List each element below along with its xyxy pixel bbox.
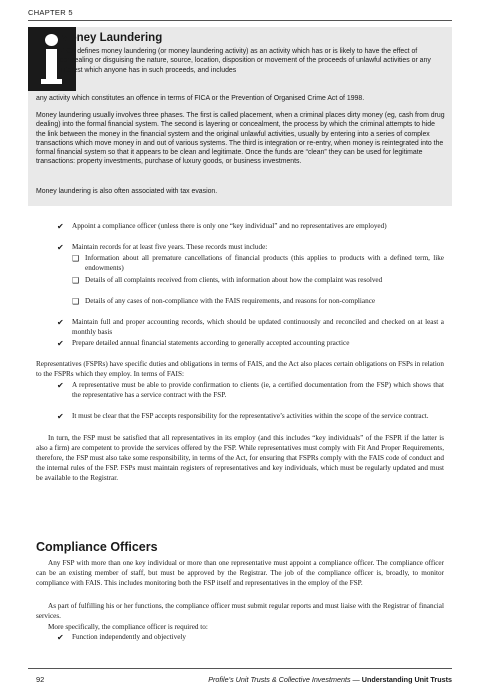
checkbox-square-icon: ❑	[72, 297, 80, 306]
sub-list-item: Information about all premature cancellations of financial products (this applies to products with a defined term, like endowments)	[85, 254, 444, 272]
footer-book-title: Profile’s Unit Trusts & Collective Investments — Understanding Unit Trusts	[208, 675, 452, 684]
section-heading: Compliance Officers	[36, 540, 158, 554]
info-box-definition: FICA defines money laundering (or money laundering activity) as an activity which has or is likely to have the effect of concealing or disguising the nature, source, location, disposition or movement of the proceeds of unlawful activities or any interest which anyone has in such proceeds, and includes	[60, 48, 431, 74]
checkbox-square-icon: ❑	[72, 276, 80, 285]
check-icon: ✔	[57, 243, 64, 252]
list-item: Maintain full and proper accounting records, which should be updated continuously and reconciled and checked on at least a monthly basis	[72, 318, 444, 336]
header-divider	[28, 20, 452, 21]
representatives-paragraph: Representatives (FSPRs) have specific duties and obligations in terms of FAIS, and the Act also places certain obligations on FSPs in relation to the FSPRs which they employ. In terms of FAIS:	[36, 360, 444, 378]
sub-list-item: Details of all complaints received from clients, with information about how the complaint was resolved	[85, 276, 383, 284]
checkbox-square-icon: ❑	[72, 254, 80, 263]
list-item: Maintain records for at least five years. These records must include:	[72, 243, 268, 251]
compliance-paragraph-3: More specifically, the compliance officer is required to:	[48, 623, 208, 631]
list-item: It must be clear that the FSP accepts responsibility for the representative’s activities within the scope of the service contract.	[72, 412, 429, 420]
check-icon: ✔	[57, 222, 64, 231]
sub-list-item: Details of any cases of non-compliance with the FAIS requirements, and reasons for non-compliance	[85, 297, 376, 305]
info-box-phases: Money laundering usually involves three phases. The first is called placement, when a criminal places dirty money (eg, cash from drug dealing) into the formal financial system. The second is layering or concealment, the process by which the criminal attempts to hide the link between the money in the financial system and the original unlawful activities, usually by entering into a series of complex transactions which move money in and out of various systems. The third is integration or re-entry, when money is reintegrated into the formal financial system so that it appears to be clean and legitimate. Once the funds are “clean” they can be used for legitimate transactions: property investments, purchase of luxury goods, or business investments.	[36, 112, 445, 166]
compliance-paragraph-1: Any FSP with more than one key individual or more than one representative must appoint a compliance officer. The compliance officer can be an existing member of staff, but must be approved by the Registrar. The job of the compliance officer is, broadly, to monitor compliance with FAIS. This includes monitoring both the FSP itself and representatives in the employ of the FSP.	[36, 559, 444, 587]
compliance-paragraph-2: As part of fulfilling his or her functions, the compliance officer must submit regular reports and must liaise with the Registrar of financial services.	[36, 602, 444, 620]
check-icon: ✔	[57, 339, 64, 348]
fsp-responsibility-paragraph: In turn, the FSP must be satisfied that all representatives in its employ (and this includes “key individuals” of the FSPR if the latter is also a firm) are competent to provide the services offered by the FSP. While representatives must comply with Fit And Proper Requirements, therefore, the FSP must also take some responsibility, in terms of the Act, for ensuring that FSPRs comply with the FAIS code of conduct and the internal rules of the FSP. FSPs must maintain registers of representatives and key individuals, which must be regularly updated and must be available to the Registrar.	[36, 434, 444, 482]
info-box-tax-evasion: Money laundering is also often associated with tax evasion.	[36, 188, 218, 195]
check-icon: ✔	[57, 381, 64, 390]
check-icon: ✔	[57, 412, 64, 421]
footer-divider	[28, 668, 452, 669]
check-icon: ✔	[57, 633, 64, 642]
info-box-title: Money Laundering	[60, 32, 163, 44]
page-number: 92	[36, 675, 45, 684]
list-item: Appoint a compliance officer (unless there is only one “key individual” and no representatives are employed)	[72, 222, 387, 230]
info-box-definition-cont: any activity which constitutes an offence in terms of FICA or the Prevention of Organised Crime Act of 1998.	[36, 95, 365, 102]
list-item: Function independently and objectively	[72, 633, 186, 641]
chapter-label: CHAPTER 5	[28, 8, 73, 17]
check-icon: ✔	[57, 318, 64, 327]
list-item: Prepare detailed annual financial statements according to generally accepted accounting practice	[72, 339, 350, 347]
list-item: A representative must be able to provide confirmation to clients (ie, a certified documentation from the FSP) which shows that the representative has a service contract with the FSP.	[72, 381, 444, 399]
